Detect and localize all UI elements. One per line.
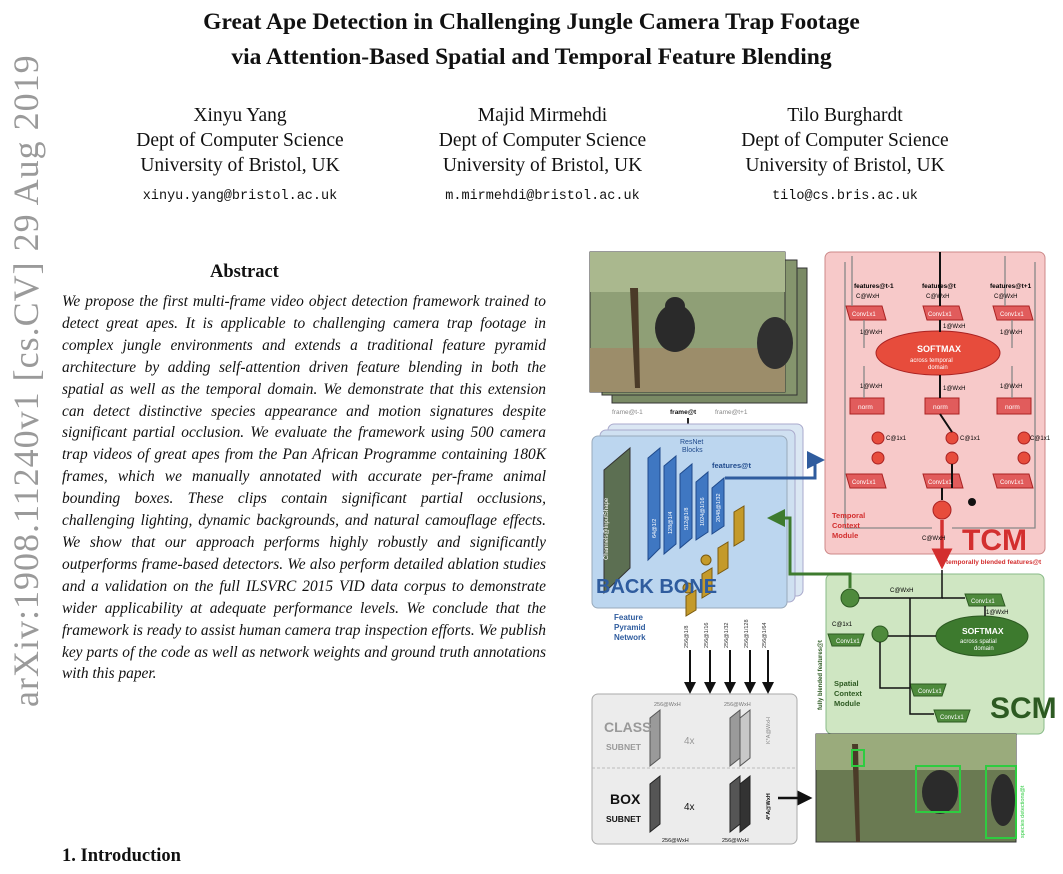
class-kawxh: K*A@WxH: [766, 717, 772, 744]
tcm-c1x1-3: C@1x1: [1030, 436, 1051, 442]
resnet-label-1: ResNet: [680, 439, 704, 446]
scm-label-3: Module: [834, 699, 861, 708]
box-subnet-sub: SUBNET: [606, 814, 641, 824]
scm-title: SCM: [990, 692, 1057, 725]
tcm-conv-4: Conv1x1: [852, 480, 876, 486]
author-dept: Dept of Computer Science: [741, 130, 949, 151]
channels-label: Channels@InputShape: [604, 497, 610, 560]
scm-label-2: Context: [834, 689, 862, 698]
tcm-conv-2: Conv1x1: [928, 312, 952, 318]
resnet-label-2: Blocks: [682, 447, 703, 454]
res-stage-4: 1024@1/16: [700, 497, 706, 526]
architecture-figure: [560, 248, 1057, 848]
tcm-conv-1: Conv1x1: [852, 312, 876, 318]
fpn-level-4: 256@1/128: [744, 619, 750, 648]
abstract-heading: Abstract: [210, 262, 279, 282]
scm-conv-3: Conv1x1: [918, 689, 942, 695]
box-subnet-title: BOX: [610, 791, 641, 807]
class-256-1: 256@WxH: [654, 702, 681, 708]
author-1: [90, 103, 390, 209]
backbone-title: BACK BONE: [596, 576, 718, 598]
tcm-across-1: across temporal: [910, 358, 953, 364]
scm-1wxh: 1@WxH: [986, 610, 1009, 616]
scm-softmax: SOFTMAX: [962, 626, 1004, 636]
res-stage-3: 512@1/8: [684, 507, 690, 530]
fpn-level-1: 256@1/8: [684, 625, 690, 648]
author-2: [393, 103, 693, 209]
tcm-softmax: SOFTMAX: [917, 344, 961, 354]
tcm-norm-3: norm: [1005, 404, 1020, 411]
title-line-1: Great Ape Detection in Challenging Jungle Camera Trap Footage: [203, 9, 860, 35]
tcm-features-cur: features@t: [922, 283, 956, 290]
scm-across-2: domain: [974, 646, 994, 652]
scm-conv-4: Conv1x1: [940, 715, 964, 721]
author-email[interactable]: m.mirmehdi@bristol.ac.uk: [445, 189, 640, 204]
fpn-level-3: 256@1/32: [724, 622, 730, 648]
author-email[interactable]: xinyu.yang@bristol.ac.uk: [142, 189, 338, 204]
title-line-2: via Attention-Based Spatial and Temporal Feature Blending: [231, 44, 832, 70]
class-256-2: 256@WxH: [724, 702, 751, 708]
tcm-1wxh-3: 1@WxH: [1000, 330, 1023, 336]
res-stage-2: 128@1/4: [668, 511, 674, 534]
tcm-title: TCM: [962, 524, 1027, 557]
fpn-level-2: 256@1/16: [704, 622, 710, 648]
author-uni: University of Bristol, UK: [140, 155, 340, 176]
class-4x: 4x: [684, 736, 695, 747]
box-4x: 4x: [684, 802, 695, 813]
tcm-1wxh-1: 1@WxH: [860, 330, 883, 336]
fpn-label-2: Pyramid: [614, 623, 646, 632]
scm-blended-label: fully blended features@t: [818, 640, 824, 710]
res-stage-5: 2048@1/32: [716, 493, 722, 522]
tcm-cwxh-3: C@WxH: [994, 294, 1018, 300]
tcm-1wxh-5: 1@WxH: [943, 386, 966, 392]
tcm-label-2: Context: [832, 521, 860, 530]
tcm-across-2: domain: [928, 365, 948, 371]
detections-label: species detections@t: [1020, 785, 1026, 838]
detection-output-image: [816, 734, 1016, 842]
tcm-1wxh-6: 1@WxH: [1000, 384, 1023, 390]
section-heading-introduction: 1. Introduction: [62, 846, 181, 866]
scm-conv-1: Conv1x1: [971, 599, 995, 605]
frame-prev-label: frame@t-1: [612, 409, 643, 416]
class-subnet-sub: SUBNET: [606, 742, 641, 752]
paper-title: [0, 5, 1063, 75]
fpn-level-5: 256@1/64: [762, 622, 768, 648]
tcm-norm-2: norm: [933, 404, 948, 411]
arxiv-stamp: arXiv:1908.11240v1 [cs.CV] 29 Aug 2019: [6, 54, 46, 707]
fpn-level-labels: [684, 619, 768, 648]
box-256-1: 256@WxH: [662, 838, 689, 844]
tcm-norm-1: norm: [858, 404, 873, 411]
author-uni: University of Bristol, UK: [442, 155, 643, 176]
scm-c1x1: C@1x1: [832, 622, 853, 628]
author-name: Tilo Burghardt: [787, 105, 903, 126]
author-name: Majid Mirmehdi: [477, 105, 608, 126]
author-email[interactable]: tilo@cs.bris.ac.uk: [772, 189, 918, 204]
tcm-1wxh-2: 1@WxH: [943, 324, 966, 330]
tcm-conv-5: Conv1x1: [928, 480, 952, 486]
tcm-label-3: Module: [832, 531, 859, 540]
tcm-conv-6: Conv1x1: [1000, 480, 1024, 486]
scm-conv-2: Conv1x1: [836, 639, 860, 645]
class-subnet-title: CLASS: [604, 719, 652, 735]
scm-label-1: Spatial: [834, 679, 859, 688]
author-dept: Dept of Computer Science: [438, 130, 647, 151]
author-block: [90, 103, 995, 209]
author-3: [695, 103, 995, 209]
features-t-label: features@t: [712, 461, 751, 470]
frame-next-label: frame@t+1: [715, 409, 748, 416]
author-dept: Dept of Computer Science: [136, 130, 344, 151]
scm-across-1: across spatial: [960, 639, 997, 645]
tcm-cwxh-2: C@WxH: [926, 294, 950, 300]
author-uni: University of Bristol, UK: [745, 155, 945, 176]
tcm-c1x1-2: C@1x1: [960, 436, 981, 442]
tcm-label-1: Temporal: [832, 511, 866, 520]
author-name: Xinyu Yang: [193, 105, 287, 126]
res-stage-1: 64@1/2: [652, 518, 658, 538]
tcm-1wxh-4: 1@WxH: [860, 384, 883, 390]
fpn-label-1: Feature: [614, 613, 643, 622]
box-fawxh: 4*A@WxH: [766, 793, 772, 820]
tcm-c1x1-1: C@1x1: [886, 436, 907, 442]
tcm-conv-3: Conv1x1: [1000, 312, 1024, 318]
abstract-body: We propose the first multi-frame video object detection framework trained to detect great apes. It is applicable to challenging camera trap footage in complex jungle environments and extends a traditional feature pyramid architecture by adding self-attention driven feature blending in both the spatial as well as the temporal domain. We demonstrate that this extension can detect distinctive species appearance and motion signatures despite significant partial occlusion. We evaluate the framework using 500 camera trap videos of great apes from the Pan African Programme containing 180K frames, which we manually annotated with accurate per-frame animal bounding boxes. These clips contain significant partial occlusions, challenging lighting, dynamic backgrounds, and natural camouflage effects. We show that our approach performs highly robustly and significantly outperforms frame-based detectors. We also perform detailed ablation studies and a validation on the full ILSVRC 2015 VID data corpus to demonstrate wider applicability at adequate performance levels. We conclude that the framework is ready to assist human camera trap inspection efforts. We publish key parts of the code as well as network weights and ground truth annotations with this paper.: [62, 293, 546, 683]
scm-cwxh: C@WxH: [890, 588, 914, 594]
input-frames: [590, 252, 807, 403]
tcm-output-label: temporally blended features@t: [946, 559, 1042, 566]
frame-cur-label: frame@t: [670, 409, 697, 416]
fpn-label-3: Network: [614, 633, 646, 642]
tcm-output-cwxh: C@WxH: [922, 536, 946, 542]
tcm-features-next: features@t+1: [990, 283, 1032, 290]
box-256-2: 256@WxH: [722, 838, 749, 844]
tcm-cwxh-1: C@WxH: [856, 294, 880, 300]
tcm-features-prev: features@t-1: [854, 283, 894, 290]
